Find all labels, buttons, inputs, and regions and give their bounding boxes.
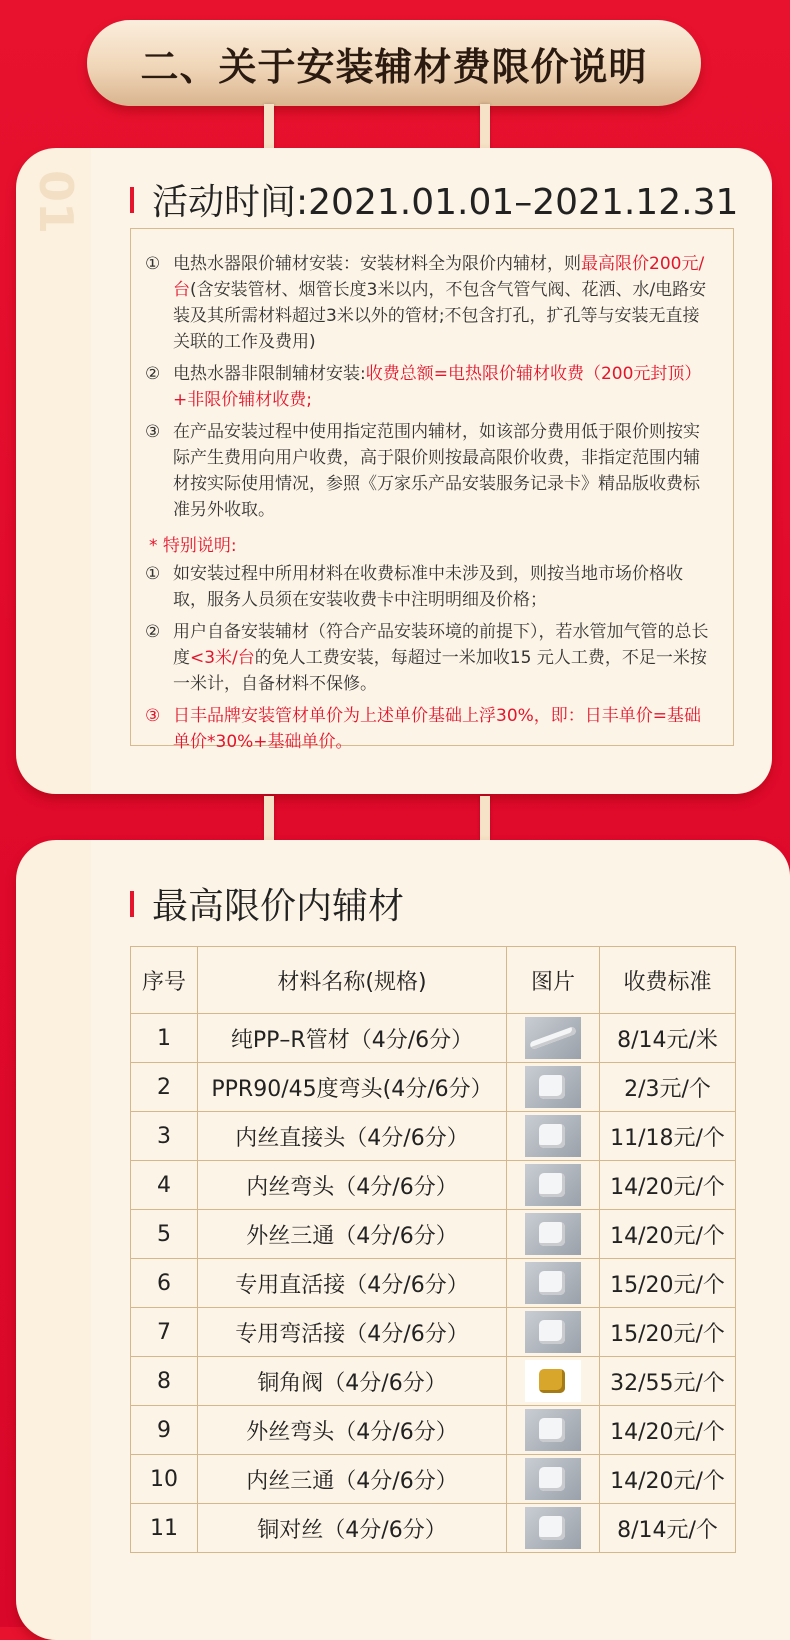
item-text-normal: 电热水器非限制辅材安装: [173,364,366,384]
item-number: ② [145,364,161,384]
item-text-normal: 的免人工费安装，每超过一米加收15 元人工费，不足一米按一米计，自备材料不保修。 [173,648,707,694]
row-index: 2 [131,1063,198,1112]
activity-time-text: 活动时间:2021.01.01–2021.12.31 [152,182,739,223]
row-image-cell [507,1112,600,1161]
row-price: 11/18元/个 [600,1112,736,1161]
row-index: 4 [131,1161,198,1210]
row-material-name: 外丝弯头（4分/6分） [198,1406,507,1455]
table-row [131,1210,736,1259]
item-text [173,619,715,697]
fitting-shape [539,1516,565,1540]
item-number: ① [145,564,161,584]
table-row [131,1063,736,1112]
union-image [525,1262,581,1304]
table-row [131,1308,736,1357]
item-number: ③ [145,422,161,442]
row-price: 14/20元/个 [600,1210,736,1259]
row-price: 14/20元/个 [600,1161,736,1210]
banner-post-left [264,104,274,150]
item-text-normal: (含安装管材、烟管长度3米以内，不包含气管气阀、花洒、水/电路安装及其所需材料超过3米以外的管材;不包含打孔，扩孔等与安装无直接关联的工作及费用) [173,280,707,352]
row-index: 5 [131,1210,198,1259]
heading-accent-bar [130,891,134,917]
special-note-heading: * 特别说明: [149,536,237,556]
row-image-cell [507,1406,600,1455]
section-banner [87,20,701,106]
table-row [131,1406,736,1455]
row-material-name: 专用直活接（4分/6分） [198,1259,507,1308]
item-text [173,561,715,613]
materials-heading [130,878,404,929]
row-material-name: 内丝直接头（4分/6分） [198,1112,507,1161]
row-image-cell [507,1014,600,1063]
header-price: 收费标准 [600,947,736,1014]
elbow-image [525,1409,581,1451]
header-image: 图片 [507,947,600,1014]
row-price: 15/20元/个 [600,1259,736,1308]
card-post-right [480,796,490,842]
table-row [131,1357,736,1406]
special-note-item [145,619,715,697]
row-index: 8 [131,1357,198,1406]
item-text-highlight: <3米/台 [190,648,255,668]
elbow-image [525,1066,581,1108]
row-material-name: 铜角阀（4分/6分） [198,1357,507,1406]
fitting-shape [539,1222,565,1246]
tee-image [525,1213,581,1255]
row-price: 8/14元/米 [600,1014,736,1063]
item-text-normal: 电热水器限价辅材安装：安装材料全为限价内辅材，则 [173,254,581,274]
special-note-item [145,703,715,755]
fitting-shape [539,1418,565,1442]
header-index: 序号 [131,947,198,1014]
header-name: 材料名称(规格) [198,947,507,1014]
table-row [131,1504,736,1553]
row-material-name: 纯PP–R管材（4分/6分） [198,1014,507,1063]
table-row [131,1112,736,1161]
item-text-normal: 用户自备安装辅材（符合产品安装环境的前提下），若水管加气管的总长度 [173,622,709,668]
row-image-cell [507,1161,600,1210]
row-price: 15/20元/个 [600,1308,736,1357]
row-index: 9 [131,1406,198,1455]
row-image-cell [507,1259,600,1308]
fitting-shape [539,1075,565,1099]
item-text-normal: 如安装过程中所用材料在收费标准中未涉及到，则按当地市场价格收取，服务人员须在安装收费卡中注明明细及价格； [173,564,683,610]
row-index: 1 [131,1014,198,1063]
row-image-cell [507,1455,600,1504]
table-row [131,1161,736,1210]
tee-image [525,1458,581,1500]
row-material-name: 专用弯活接（4分/6分） [198,1308,507,1357]
item-text [173,361,715,413]
row-price: 2/3元/个 [600,1063,736,1112]
valve-image [525,1360,581,1402]
rules-box [130,228,734,752]
pipe-image [525,1017,581,1059]
row-index: 10 [131,1455,198,1504]
fitting-shape [529,1026,577,1050]
row-material-name: 内丝三通（4分/6分） [198,1455,507,1504]
card-post-left [264,796,274,842]
row-index: 3 [131,1112,198,1161]
fitting-shape [539,1320,565,1344]
nipple-image [525,1507,581,1549]
row-image-cell [507,1210,600,1259]
row-image-cell [507,1357,600,1406]
fitting-shape [539,1369,565,1393]
table-row [131,1014,736,1063]
row-image-cell [507,1308,600,1357]
fitting-shape [539,1467,565,1491]
banner-post-right [480,104,490,150]
item-text-highlight: 日丰品牌安装管材单价为上述单价基础上浮30%，即：日丰单价=基础单价*30%+基础单价。 [173,706,702,752]
fitting-shape [539,1271,565,1295]
elbow-image [525,1164,581,1206]
row-index: 11 [131,1504,198,1553]
coupling-image [525,1115,581,1157]
row-material-name: 外丝三通（4分/6分） [198,1210,507,1259]
heading-accent-bar [130,187,134,213]
row-image-cell [507,1063,600,1112]
table-row [131,1455,736,1504]
rule-item [145,361,715,413]
row-image-cell [507,1504,600,1553]
row-material-name: PPR90/45度弯头(4分/6分） [198,1063,507,1112]
row-price: 14/20元/个 [600,1406,736,1455]
row-index: 7 [131,1308,198,1357]
materials-heading-text: 最高限价内辅材 [152,886,405,927]
row-price: 32/55元/个 [600,1357,736,1406]
item-text-highlight: 最高限价200元/台 [173,254,705,300]
activity-time-heading [130,174,738,225]
item-number: ② [145,622,161,642]
item-number: ③ [145,706,161,726]
row-material-name: 内丝弯头（4分/6分） [198,1161,507,1210]
item-number: ① [145,254,161,274]
fitting-shape [539,1173,565,1197]
special-note-item [145,561,715,613]
rule-item [145,251,715,355]
item-text [173,251,715,355]
item-text [173,703,715,755]
materials-table [130,946,736,1553]
elbow-image [525,1311,581,1353]
table-row [131,1259,736,1308]
row-price: 14/20元/个 [600,1455,736,1504]
row-material-name: 铜对丝（4分/6分） [198,1504,507,1553]
fitting-shape [539,1124,565,1148]
row-price: 8/14元/个 [600,1504,736,1553]
section-number-tag: 01 [29,170,83,235]
banner-title: 二、关于安装辅材费限价说明 [140,44,648,89]
table-header-row [131,947,736,1014]
rule-item [145,419,715,523]
item-text-normal: 在产品安装过程中使用指定范围内辅材，如该部分费用低于限价则按实际产生费用向用户收费，高于限价则按最高限价收费，非指定范围内辅材按实际使用情况，参照《万家乐产品安装服务记录卡》精品版收费标准另外收取。 [173,422,700,520]
row-index: 6 [131,1259,198,1308]
item-text-highlight: 收费总额=电热限价辅材收费（200元封顶）+非限价辅材收费; [173,364,702,410]
item-text [173,419,715,523]
